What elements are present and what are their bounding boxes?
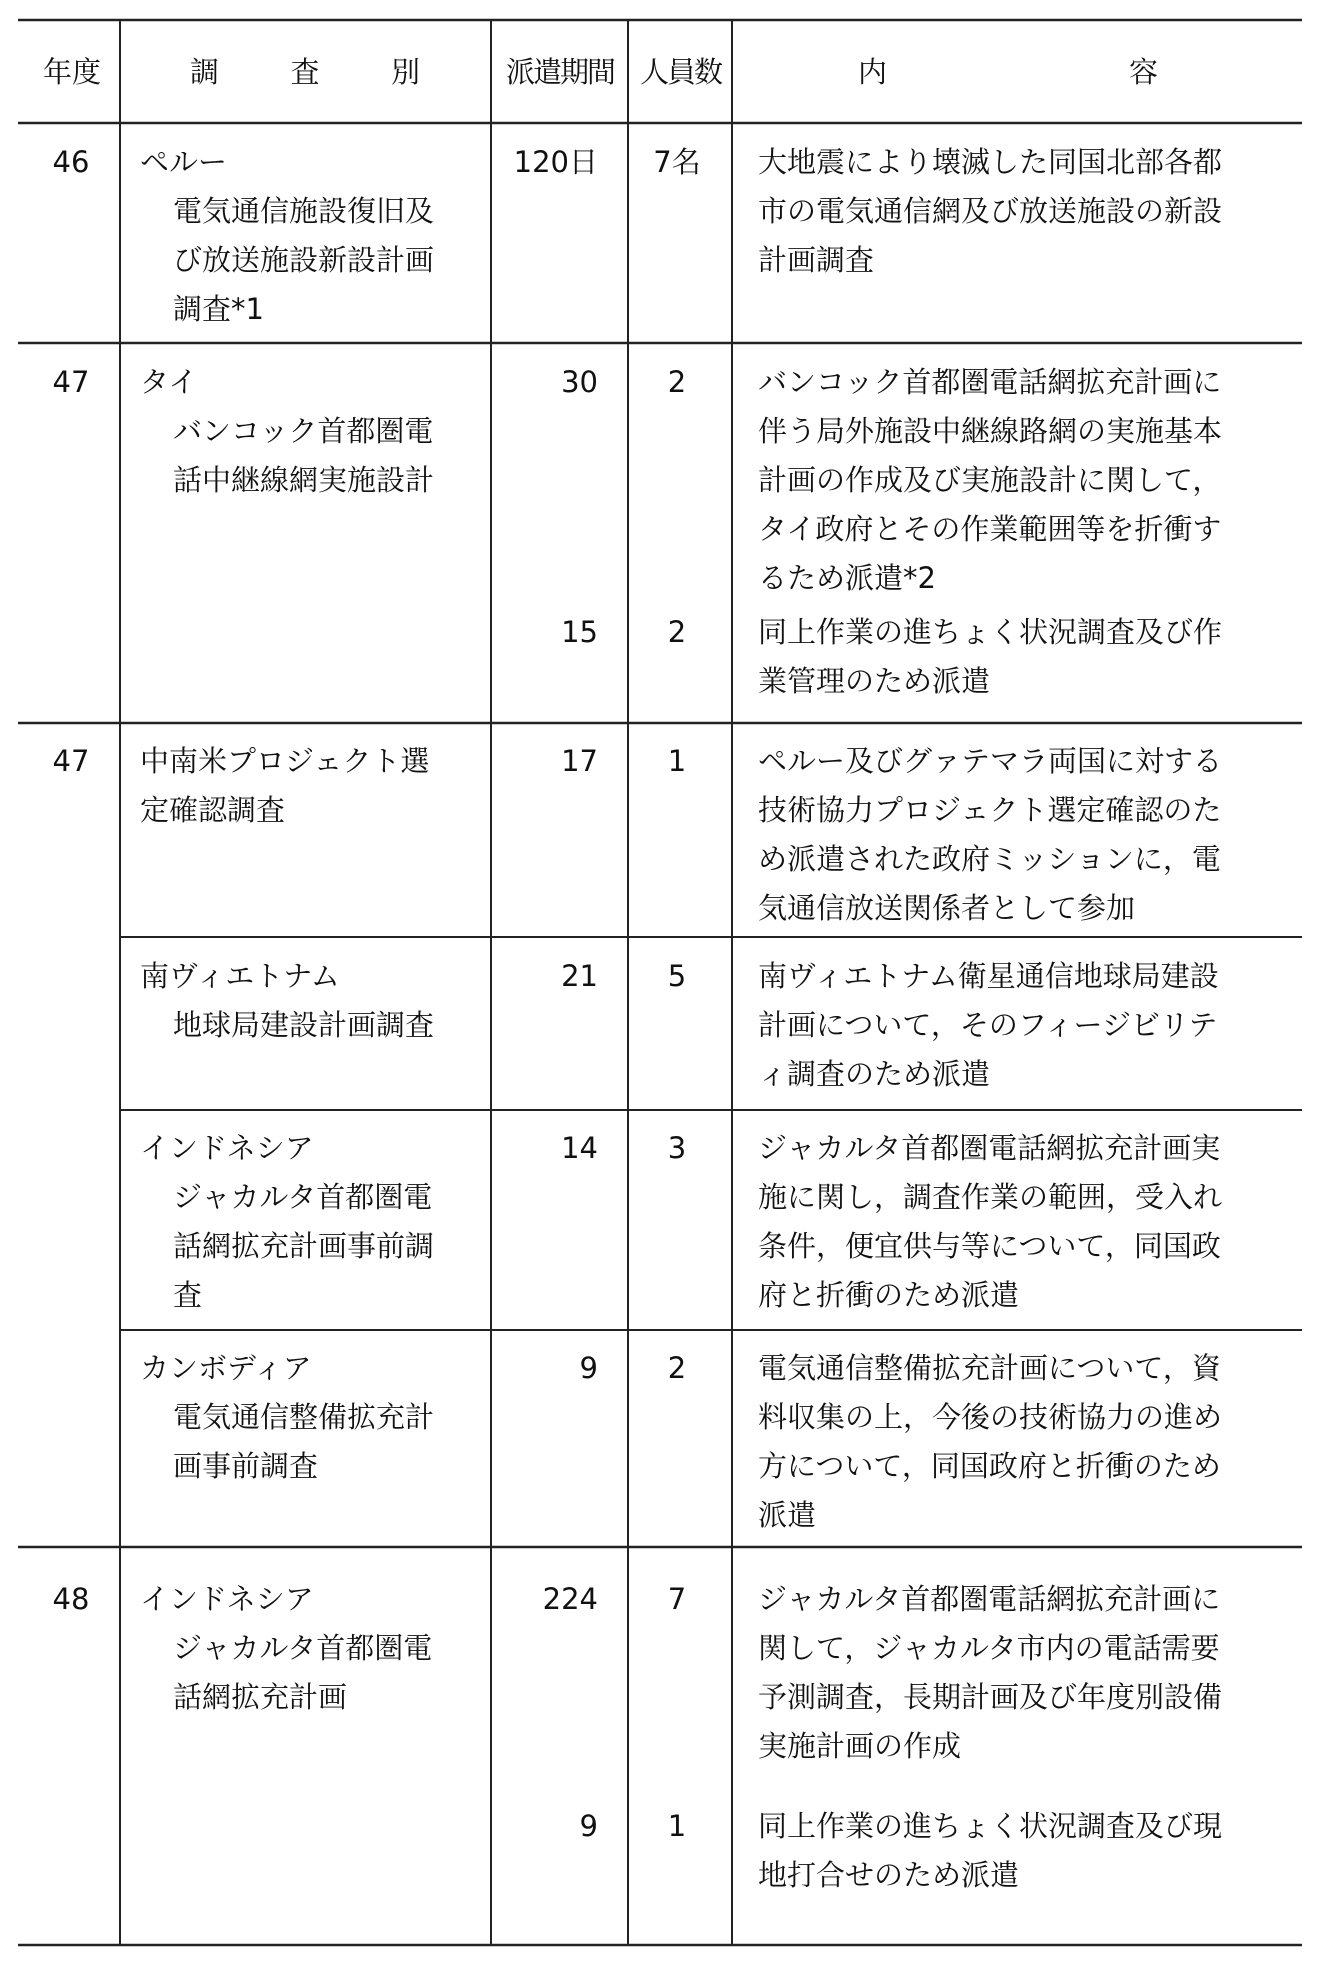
content-line: め派遣された政府ミッションに，電 <box>758 842 1221 876</box>
content-line: 料収集の上，今後の技術協力の進め <box>758 1400 1223 1434</box>
content-text <box>758 1344 1222 1540</box>
content-line: 南ヴィエトナム衛星通信地球局建設 <box>758 959 1219 993</box>
personnel-value: 1 <box>667 1809 687 1843</box>
header-year: 年度 <box>42 55 101 89</box>
duration-value: 30 <box>561 365 598 399</box>
content-line: 気通信放送関係者として参加 <box>758 891 1136 925</box>
survey-line: ペルー <box>140 145 228 179</box>
content-line: 同上作業の進ちょく状況調査及び現 <box>758 1809 1223 1843</box>
content-line: ジャカルタ首都圏電話網拡充計画実 <box>758 1131 1221 1165</box>
survey-line: インドネシア <box>140 1131 314 1165</box>
content-line: バンコック首都圏電話網拡充計画に <box>758 365 1222 399</box>
header-personnel: 人員数 <box>639 55 721 89</box>
personnel-value: 7名 <box>653 145 701 179</box>
survey-line: ジャカルタ首都圏電 <box>173 1631 433 1665</box>
row-year: 47 <box>52 744 90 778</box>
content-line: 技術協力プロジェクト選定確認のた <box>758 793 1222 827</box>
content-text <box>758 1575 1222 1771</box>
row-survey <box>140 1124 434 1320</box>
content-line: 電気通信整備拡充計画について，資 <box>758 1351 1221 1385</box>
personnel-value: 7 <box>667 1582 687 1616</box>
personnel-value: 1 <box>667 744 687 778</box>
content-text <box>758 608 1222 706</box>
content-line: るため派遣*2 <box>758 561 936 595</box>
content-line: 伴う局外施設中継線路網の実施基本 <box>758 414 1223 448</box>
content-line: 市の電気通信網及び放送施設の新設 <box>758 194 1223 228</box>
duration-value: 17 <box>561 744 598 778</box>
row-survey <box>140 1344 434 1491</box>
row-survey <box>140 1575 432 1722</box>
content-text <box>758 952 1219 1099</box>
row-year: 48 <box>52 1582 90 1616</box>
survey-line: バンコック首都圏電 <box>173 414 434 448</box>
personnel-value: 2 <box>667 365 687 399</box>
content-text <box>758 737 1222 933</box>
header-content-char: 内 <box>858 55 888 89</box>
survey-line: 話中継線網実施設計 <box>173 463 435 497</box>
survey-line: 話網拡充計画 <box>173 1680 348 1714</box>
content-text <box>758 1124 1222 1320</box>
survey-line: 調査*1 <box>173 292 264 326</box>
duration-value: 9 <box>579 1351 598 1385</box>
survey-line: 定確認調査 <box>140 793 286 827</box>
duration-value: 9 <box>579 1809 598 1843</box>
survey-line: 地球局建設計画調査 <box>173 1008 435 1042</box>
header-survey-char: 査 <box>290 55 320 89</box>
duration-value: 224 <box>542 1582 598 1616</box>
survey-line: 中南米プロジェクト選 <box>140 744 430 778</box>
content-line: ジャカルタ首都圏電話網拡充計画に <box>758 1582 1221 1616</box>
content-line: 地打合せのため派遣 <box>758 1858 1020 1892</box>
header-survey-char: 別 <box>390 55 420 89</box>
content-line: 実施計画の作成 <box>758 1729 962 1763</box>
duration-value: 15 <box>561 615 598 649</box>
survey-line: タイ <box>140 365 198 399</box>
duration-value: 21 <box>561 959 598 993</box>
personnel-value: 2 <box>667 615 687 649</box>
survey-line: 電気通信施設復旧及 <box>173 194 435 228</box>
survey-line: 話網拡充計画事前調 <box>173 1229 435 1263</box>
content-line: 派遣 <box>758 1498 817 1532</box>
duration-value: 14 <box>561 1131 598 1165</box>
personnel-value: 3 <box>667 1131 687 1165</box>
content-line: 計画について，そのフィージビリテ <box>758 1008 1218 1042</box>
row-year: 46 <box>52 145 90 179</box>
survey-line: び放送施設新設計画 <box>173 243 435 277</box>
duration-value: 120日 <box>513 145 598 179</box>
content-line: 関して，ジャカルタ市内の電話需要 <box>758 1631 1220 1665</box>
content-line: 府と折衝のため派遣 <box>758 1278 1020 1312</box>
survey-line: インドネシア <box>140 1582 314 1616</box>
content-line: 計画調査 <box>758 243 875 277</box>
content-line: ィ調査のため派遣 <box>758 1057 991 1091</box>
header-duration: 派遣期間 <box>505 55 614 89</box>
content-line: タイ政府とその作業範囲等を折衝す <box>758 512 1222 546</box>
survey-line: 電気通信整備拡充計 <box>173 1400 435 1434</box>
personnel-value: 2 <box>667 1351 687 1385</box>
row-survey <box>140 952 434 1050</box>
content-text <box>758 358 1222 603</box>
header-content <box>858 52 1158 92</box>
content-line: 業管理のため派遣 <box>758 664 991 698</box>
header-content-char: 容 <box>1128 55 1158 89</box>
content-line: 同上作業の進ちょく状況調査及び作 <box>758 615 1223 649</box>
content-line: 条件，便宜供与等について，同国政 <box>758 1229 1221 1263</box>
row-survey <box>140 358 434 505</box>
content-line: 予測調査，長期計画及び年度別設備 <box>758 1680 1223 1714</box>
row-survey <box>140 138 434 334</box>
survey-line: 査 <box>173 1278 203 1312</box>
content-line: ペルー及びグァテマラ両国に対する <box>758 744 1223 778</box>
content-line: 方について，同国政府と折衝のため <box>758 1449 1221 1483</box>
content-line: 計画の作成及び実施設計に関して， <box>758 463 1222 497</box>
header-survey-char: 調 <box>190 55 220 89</box>
content-line: 施に関し，調査作業の範囲，受入れ <box>758 1180 1223 1214</box>
survey-line: 画事前調査 <box>173 1449 319 1483</box>
row-year: 47 <box>52 365 90 399</box>
content-line: 大地震により壊滅した同国北部各都 <box>758 145 1223 179</box>
content-text <box>758 138 1222 285</box>
header-survey <box>190 52 420 92</box>
survey-line: 南ヴィエトナム <box>140 959 340 993</box>
row-survey <box>140 737 429 835</box>
content-text <box>758 1802 1222 1900</box>
personnel-value: 5 <box>667 959 687 993</box>
survey-line: カンボディア <box>140 1351 312 1385</box>
survey-line: ジャカルタ首都圏電 <box>173 1180 433 1214</box>
